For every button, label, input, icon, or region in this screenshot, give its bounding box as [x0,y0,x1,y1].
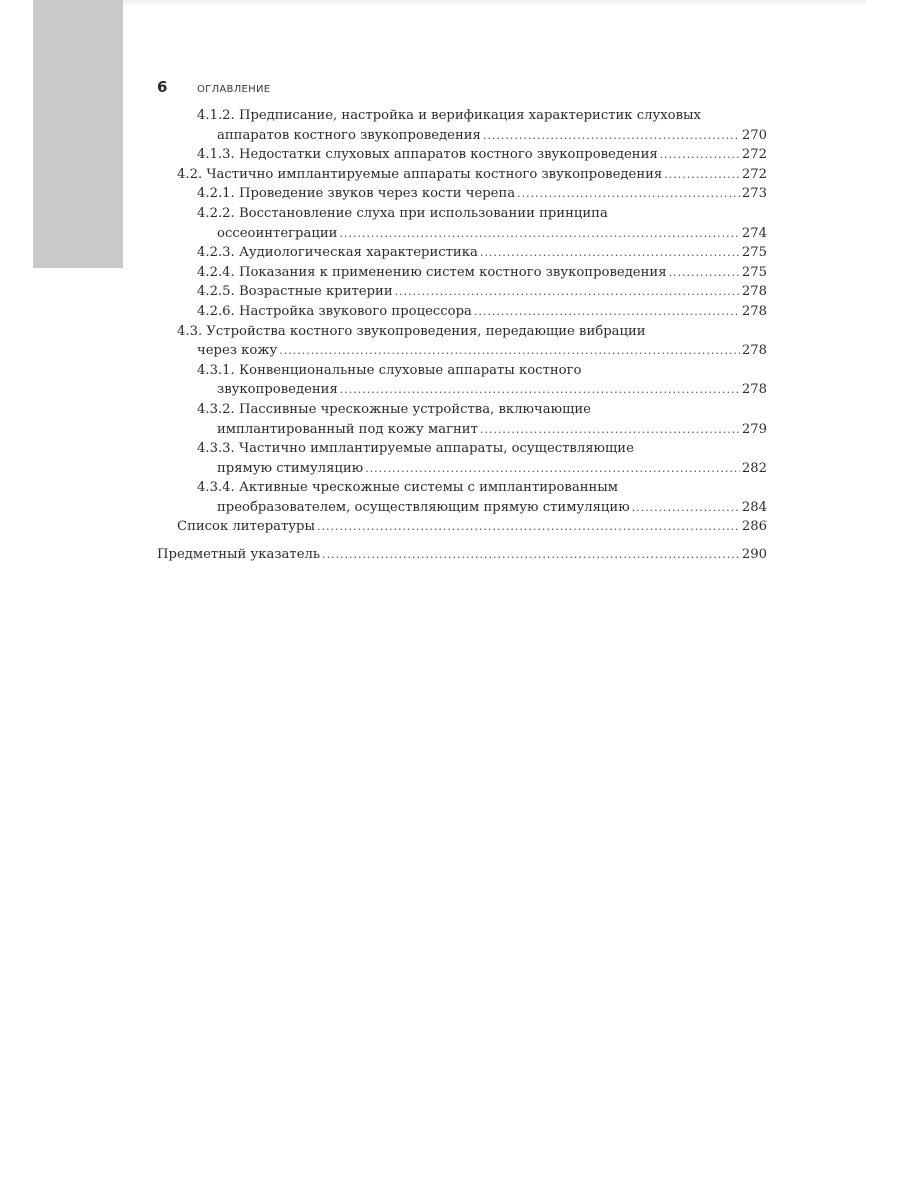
toc-entry [157,322,767,361]
toc-page-number: 279 [741,421,767,437]
dot-leader [365,459,740,479]
toc-entry [157,302,767,322]
dot-leader [339,224,739,244]
toc-page-number: 278 [741,343,767,359]
toc-entry-leader-line [197,224,767,244]
toc-entry [157,400,767,439]
dot-leader [480,243,740,263]
toc-entry-title-line: 4.3.1. Конвенциональные слуховые аппараты костного [197,362,582,378]
toc-entry-leader-line [197,126,767,146]
toc-entry-title-end: 4.2.1. Проведение звуков через кости черепа [197,186,516,202]
page-header [157,78,270,100]
toc-entry-title-end: оссеоинтеграции [217,225,338,241]
toc-page-number: 290 [741,547,767,563]
dot-leader [632,498,740,518]
toc-page-number: 278 [741,382,767,398]
dot-leader [474,302,740,322]
toc-page-number: 275 [741,245,767,261]
toc-entry-title-end: 4.1.3. Недостатки слуховых аппаратов костного звукопроведения [197,147,658,163]
dot-leader [279,341,740,361]
toc-entry-title-end: Список литературы [177,519,315,535]
toc-page-number: 278 [741,284,767,300]
toc-entry [157,478,767,517]
page-edge-tab [33,0,123,268]
toc-entry [157,184,767,204]
toc-entry-title-end: 4.2.6. Настройка звукового процессора [197,303,472,319]
toc-entry [157,439,767,478]
dot-leader [340,380,740,400]
toc-entry-leader-line [177,165,767,185]
toc-entry [157,165,767,185]
dot-leader [480,420,740,440]
toc-entry [157,204,767,243]
running-title: ОГЛАВЛЕНИЕ [197,84,271,95]
toc-entry-title-end: 4.2.5. Возрастные критерии [197,284,393,300]
toc-page-number: 286 [741,519,767,535]
toc-entry-leader-line [197,498,767,518]
dot-leader [483,126,740,146]
toc-entry [157,243,767,263]
toc-entry-title-line: 4.1.2. Предписание, настройка и верификация характеристик слуховых [197,108,701,123]
toc-entry [157,361,767,400]
toc-entry [157,282,767,302]
toc-page-number: 282 [741,460,767,476]
toc-page-number: 272 [741,166,767,182]
toc-page-number: 273 [741,186,767,202]
dot-leader [669,263,740,283]
toc-entry-title-end: 4.2.4. Показания к применению систем костного звукопроведения [197,264,667,280]
toc-page-number: 275 [741,264,767,280]
toc-entry-title-end: прямую стимуляцию [217,460,364,476]
page-top-shadow [123,0,866,6]
toc-entry-leader-line [197,420,767,440]
dot-leader [660,145,740,165]
toc-entry [157,106,767,145]
toc-entry-title-line: 4.3.2. Пассивные чрескожные устройства, включающие [197,401,591,417]
toc-entry-title-end: звукопроведения [217,382,338,398]
table-of-contents [157,106,767,565]
toc-entry-title-line: 4.3. Устройства костного звукопроведения, передающие вибрации [177,323,646,339]
dot-leader [322,545,740,565]
toc-page-number: 278 [741,303,767,319]
toc-entry [157,545,767,565]
toc-entry-leader-line [197,380,767,400]
toc-entry-title-end: имплантированный под кожу магнит [217,421,478,437]
toc-entry-title-end: через кожу [197,343,278,359]
dot-leader [664,165,740,185]
toc-entry [157,263,767,283]
toc-entry-leader-line [197,263,767,283]
toc-entry-leader-line [197,243,767,263]
toc-entry-leader-line [177,517,767,537]
toc-entry-title-end: 4.2. Частично имплантируемые аппараты костного звукопроведения [177,166,663,182]
toc-entry-leader-line [197,282,767,302]
toc-entry-leader-line [177,341,767,361]
toc-entry-title-end: преобразователем, осуществляющим прямую стимуляцию [217,499,630,515]
toc-entry-title-end: Предметный указатель [157,547,321,563]
toc-page-number: 270 [741,127,767,143]
toc-entry-leader-line [157,545,767,565]
dot-leader [317,517,740,537]
toc-entry-title-line: 4.3.4. Активные чрескожные системы с имплантированным [197,480,619,496]
toc-entry-title-line: 4.3.3. Частично имплантируемые аппараты, осуществляющие [197,441,634,457]
toc-entry-leader-line [197,459,767,479]
toc-entry-title-end: 4.2.3. Аудиологическая характеристика [197,245,478,261]
toc-page-number: 284 [741,499,767,515]
toc-page-number: 274 [741,225,767,241]
toc-entry [157,517,767,537]
toc-entry-leader-line [197,302,767,322]
page-number: 6 [157,78,168,96]
toc-entry-leader-line [197,184,767,204]
dot-leader [517,184,740,204]
toc-page-number: 272 [741,147,767,163]
toc-entry [157,145,767,165]
dot-leader [395,282,740,302]
toc-entry-leader-line [197,145,767,165]
toc-entry-title-line: 4.2.2. Восстановление слуха при использовании принципа [197,205,608,221]
toc-entry-title-end: аппаратов костного звукопроведения [217,127,481,143]
